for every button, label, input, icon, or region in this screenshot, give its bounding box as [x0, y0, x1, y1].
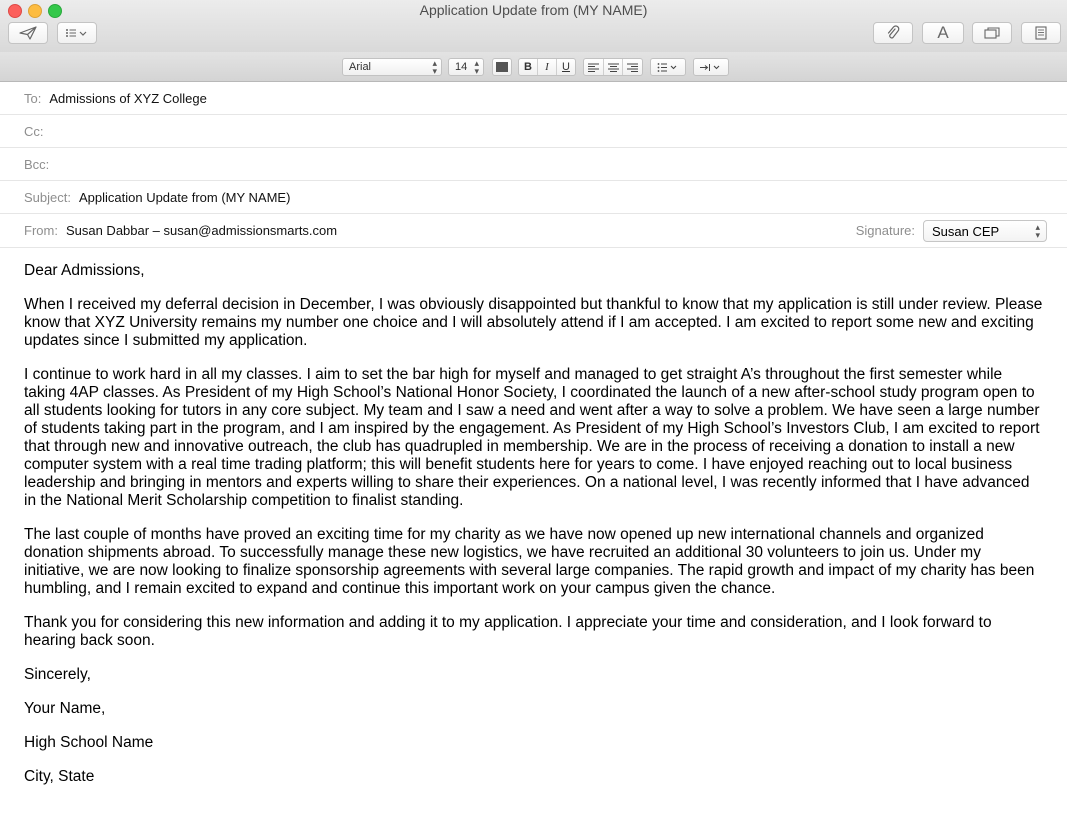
from-row [0, 214, 1067, 248]
align-right-icon [627, 63, 638, 72]
subject-field[interactable]: Application Update from (MY NAME) [78, 189, 291, 205]
send-icon [19, 26, 37, 40]
text-color-button[interactable] [492, 58, 512, 76]
font-size-value: 14 [455, 61, 468, 73]
window-toolbar [0, 0, 1067, 52]
paperclip-icon [885, 25, 901, 41]
color-swatch [496, 62, 508, 72]
align-center-icon [608, 63, 619, 72]
underline-button[interactable]: U [562, 61, 570, 73]
paragraph-4: Thank you for considering this new information and adding it to my application. I appreciate your time and consideration, and I look forward to hearing back soon. [24, 614, 992, 649]
header-fields-button[interactable] [57, 22, 97, 44]
greeting: Dear Admissions, [24, 262, 145, 279]
indent-icon [700, 63, 722, 72]
font-family-select[interactable] [342, 58, 442, 76]
align-right-button[interactable] [623, 59, 642, 75]
window-title: Application Update from (MY NAME) [419, 2, 648, 18]
from-label: From: [24, 223, 58, 238]
bold-button[interactable]: B [519, 59, 538, 75]
attach-button[interactable] [873, 22, 913, 44]
indent-select[interactable] [693, 58, 729, 76]
paragraph-1: When I received my deferral decision in December, I was obviously disappointed but thankful to know that my application is still under review. Please know that XYZ University remains my number one choice and I will absolutely attend if I am accepted. I am excited to report some new and exciting updates since I submitted my application. [24, 296, 1043, 349]
closing: Sincerely, [24, 666, 91, 683]
stepper-icon: ▴ ▾ [474, 58, 479, 76]
cc-row[interactable] [0, 115, 1067, 148]
align-left-button[interactable] [584, 59, 604, 75]
bullet-list-icon [657, 63, 679, 72]
font-size-select[interactable] [448, 58, 484, 76]
message-body[interactable] [24, 262, 1044, 802]
signature-location: City, State [24, 768, 95, 785]
cc-label: Cc: [24, 123, 44, 139]
bcc-row[interactable] [0, 148, 1067, 181]
text-style-group [518, 58, 576, 76]
list-icon [65, 28, 89, 38]
bcc-label: Bcc: [24, 156, 50, 172]
stepper-icon: ▴ ▾ [1035, 222, 1040, 240]
subject-row[interactable] [0, 181, 1067, 214]
signature-value: Susan CEP [932, 223, 1000, 239]
to-field[interactable]: Admissions of XYZ College [49, 90, 207, 106]
alignment-group [583, 58, 643, 76]
signature-label: Signature: [855, 223, 915, 238]
signature-school: High School Name [24, 734, 154, 751]
from-select[interactable]: Susan Dabbar – susan@admissionsmarts.com [65, 223, 338, 238]
signature-name: Your Name, [24, 700, 106, 717]
to-label: To: [24, 90, 42, 106]
font-family-value: Arial [349, 61, 372, 73]
photo-icon [984, 27, 1000, 39]
to-row[interactable] [0, 82, 1067, 115]
stationery-icon [1035, 26, 1047, 40]
fonts-button[interactable]: A [922, 22, 964, 44]
format-bar [0, 52, 1067, 82]
photo-browser-button[interactable] [972, 22, 1012, 44]
stationery-button[interactable] [1021, 22, 1061, 44]
stepper-icon: ▴ ▾ [432, 58, 437, 76]
align-left-icon [588, 63, 599, 72]
italic-button[interactable]: I [538, 59, 557, 75]
paragraph-3: The last couple of months have proved an exciting time for my charity as we have now opened up new international channels and organized donation shipments abroad. To successfully manage these new logistics, we have recruited an additional 30 volunteers to join us. Under my initiative, we are now looking to finalize sponsorship agreements with several large companies. The rapid growth and impact of my charity has been humbling, and I remain excited to expand and continue this important work on your campus given the chance. [24, 526, 1035, 597]
subject-label: Subject: [24, 189, 71, 205]
signature-select[interactable] [923, 220, 1047, 242]
list-style-select[interactable] [650, 58, 686, 76]
align-center-button[interactable] [604, 59, 624, 75]
paragraph-2: I continue to work hard in all my classes. I aim to set the bar high for myself and managed to get straight A’s throughout the first semester while taking 4AP classes. As President of my High School’s National Honor Society, I coordinated the launch of a new after-school study program open to all students looking for tutors in any core subject. My team and I saw a need and went after a way to solve a problem. We have seen a large number of students taking part in the program, and I am inspired by the engagement. As President of my High School’s Investors Club, I am excited to report that through new and innovative outreach, the club has quadrupled in membership. We are in the process of receiving a donation to install a new computer system with a real time trading platform; this will benefit students here for years to come. I have enjoyed reaching out to local business leadership and bringing in mentors and experts willing to share their experiences. On a national level, I was recently informed that I have advanced in the National Merit Scholarship competition to finalist standing. [24, 366, 1040, 509]
send-button[interactable] [8, 22, 48, 44]
